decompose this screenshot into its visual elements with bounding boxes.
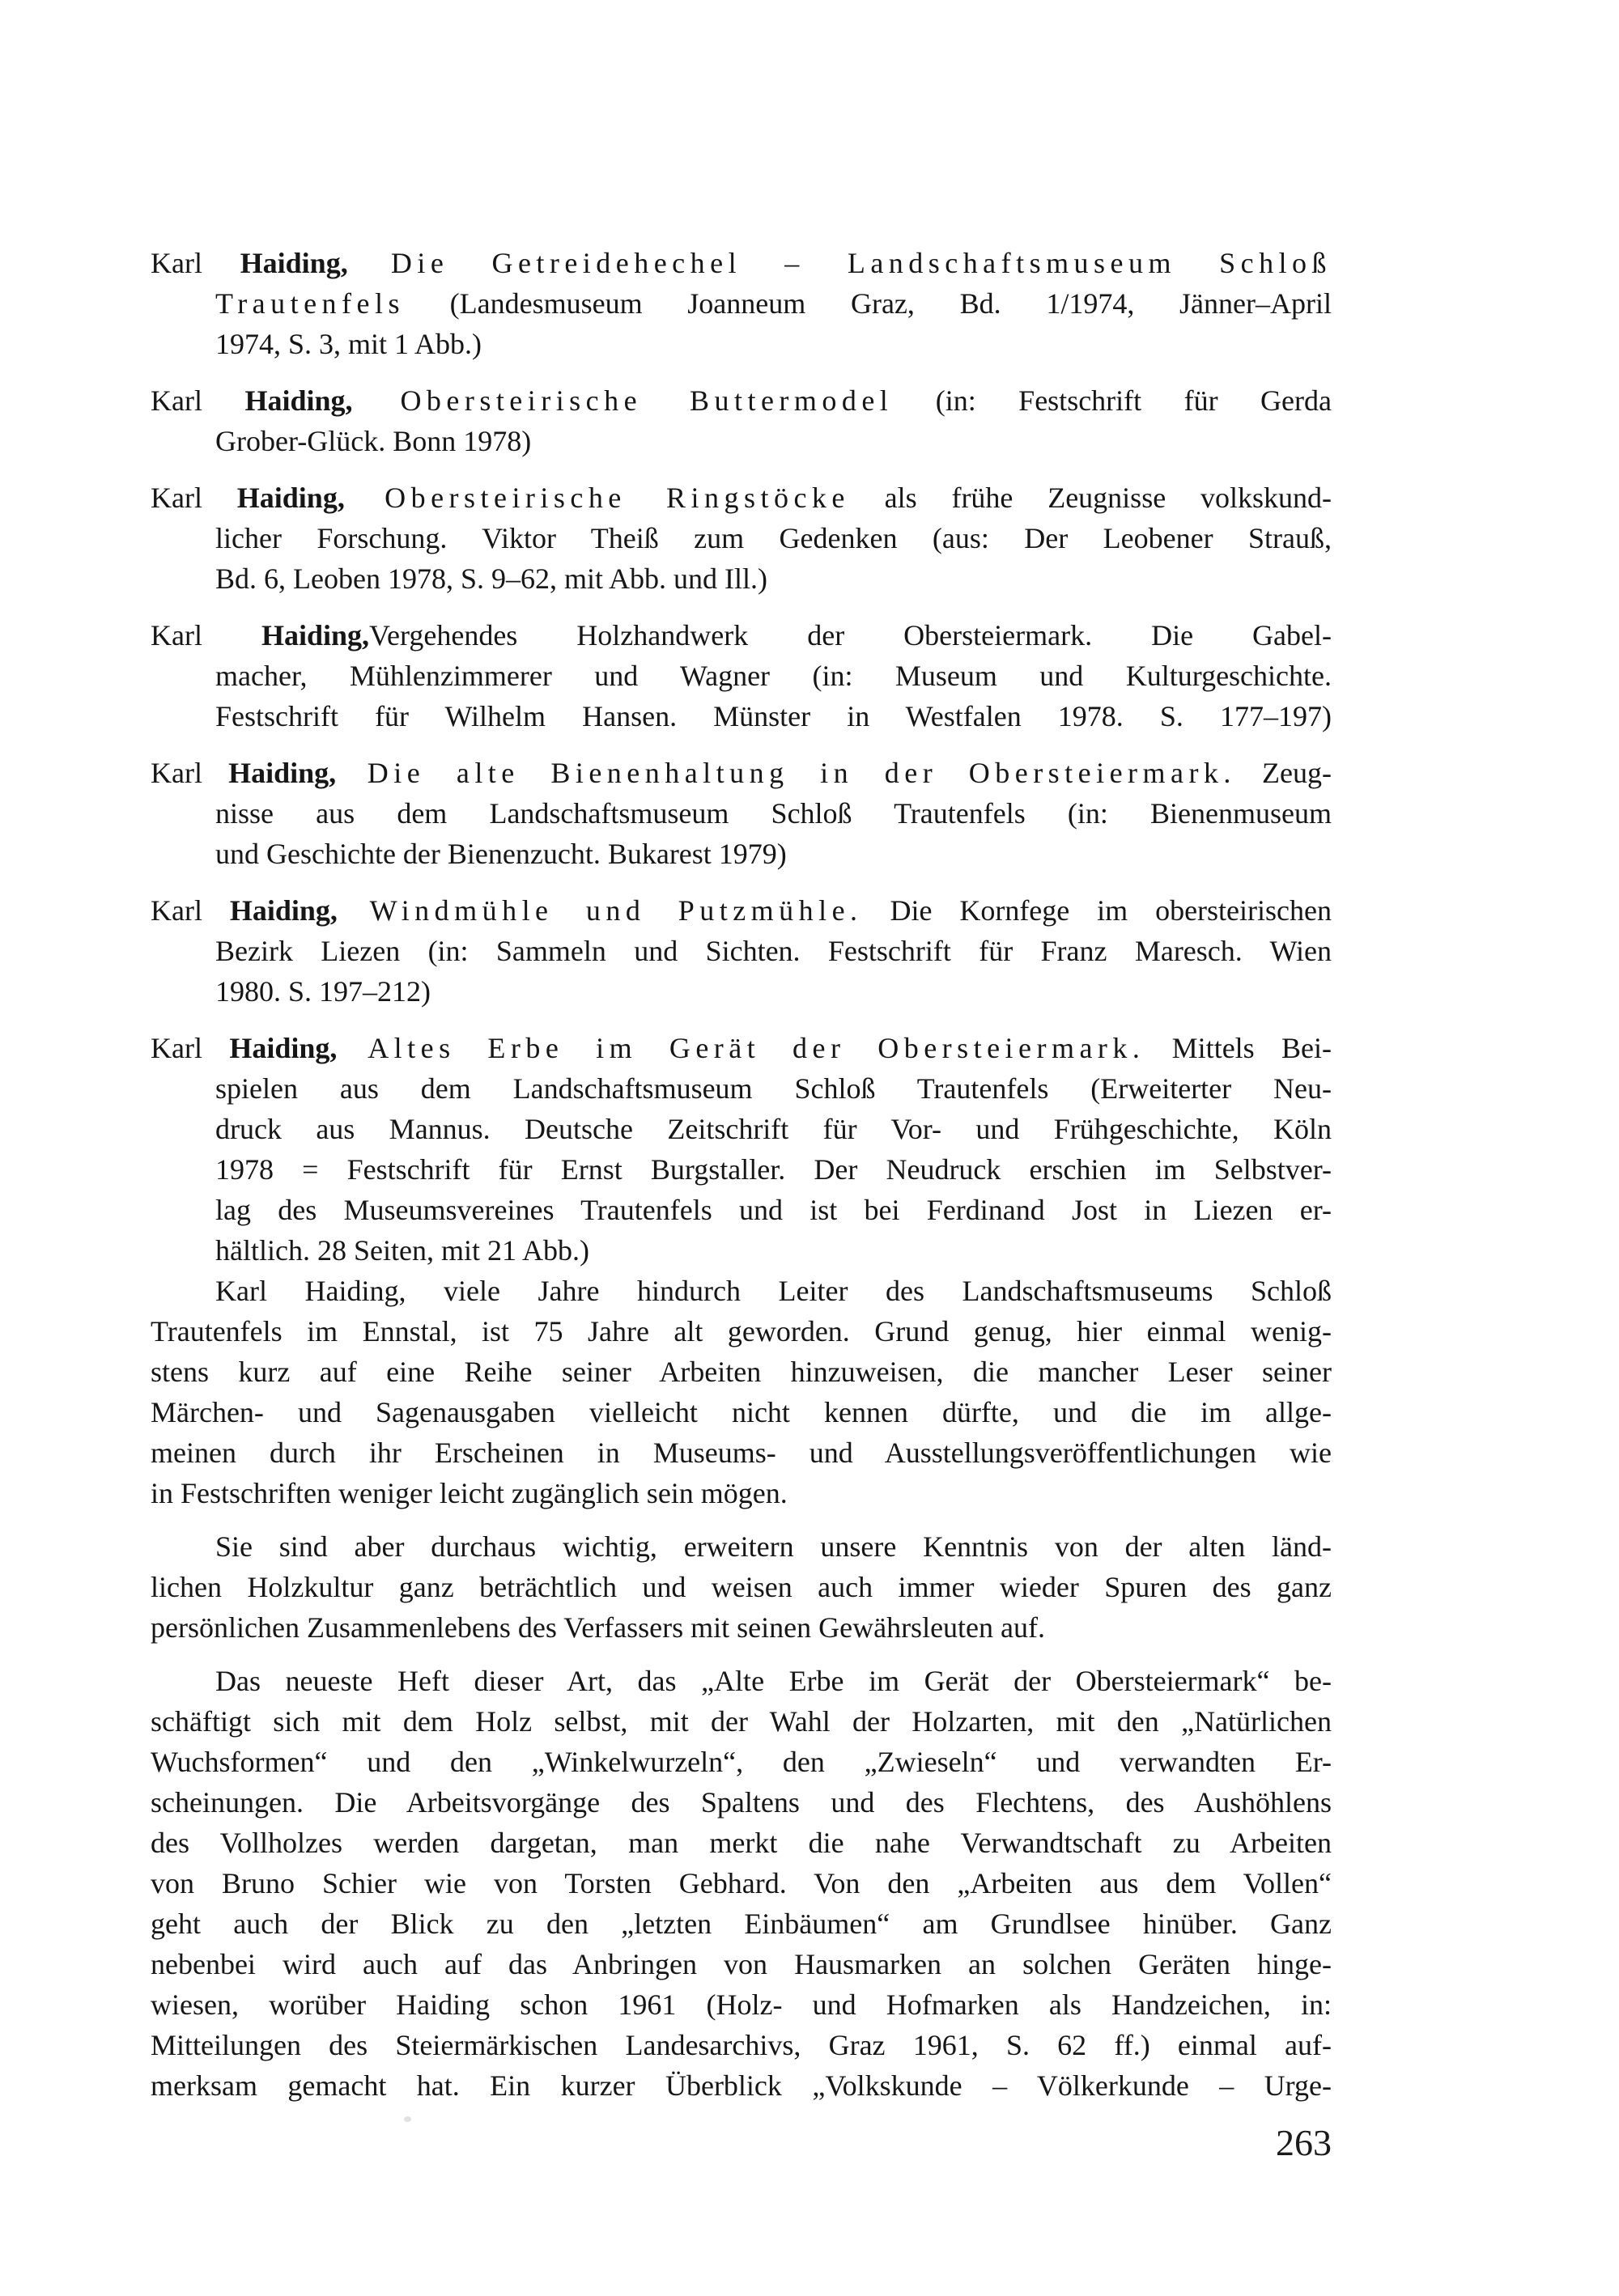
bibliography-entry: [151, 1028, 1332, 1271]
text-line: [151, 1567, 1332, 1607]
text-line: [151, 793, 1332, 834]
text-segment: Karl: [151, 619, 261, 651]
author-name-bold: Haiding,: [229, 894, 338, 927]
author-name-bold: Haiding,: [261, 619, 370, 651]
text-segment: Festschrift für Wilhelm Hansen. Münster in Westfalen 1978. S. 177–197): [215, 700, 1332, 732]
text-segment: (Landesmuseum Joanneum Graz, Bd. 1/1974, Jänner–April: [404, 287, 1332, 320]
text-line: [151, 380, 1332, 421]
text-line: [151, 1068, 1332, 1109]
text-line: [151, 656, 1332, 696]
text-segment: Bezirk Liezen (in: Sammeln und Sichten. Festschrift für Franz Maresch. Wien: [215, 935, 1332, 967]
text-line: [151, 1190, 1332, 1230]
letterspaced-title: Obersteirische Buttermodel: [352, 384, 894, 417]
text-line: [151, 1271, 1332, 1311]
text-line: [151, 834, 1332, 874]
author-name-bold: Haiding,: [229, 1032, 338, 1064]
text-line: [151, 1701, 1332, 1742]
text-segment: 1978 = Festschrift für Ernst Burgstaller. Der Neudruck erschien im Selbstver-: [215, 1153, 1332, 1186]
text-segment: 1974, S. 3, mit 1 Abb.): [215, 328, 482, 360]
letterspaced-title: Windmühle und Putzmühle.: [337, 894, 863, 927]
text-segment: Zeug-: [1235, 757, 1332, 789]
letterspaced-title: Die Getreidehechel – Landschaftsmuseum Schloß: [347, 247, 1332, 279]
text-segment: geht auch der Blick zu den „letzten Einbäumen“ am Grundlsee hinüber. Ganz: [151, 1908, 1332, 1940]
text-line: [151, 558, 1332, 599]
text-line: [151, 2065, 1332, 2106]
text-segment: druck aus Mannus. Deutsche Zeitschrift für Vor- und Frühgeschichte, Köln: [215, 1113, 1332, 1145]
page-number: 263: [1276, 2122, 1332, 2163]
text-line: [151, 1607, 1332, 1648]
text-segment: als frühe Zeugnisse volkskund-: [849, 482, 1332, 514]
bibliography-entry: [151, 243, 1332, 364]
text-segment: merksam gemacht hat. Ein kurzer Überblick „Volkskunde – Völkerkunde – Urge-: [151, 2069, 1332, 2102]
text-segment: in Festschriften weniger leicht zugänglich sein mögen.: [151, 1477, 788, 1509]
bibliography-entry: [151, 477, 1332, 599]
bibliography-entry: [151, 890, 1332, 1012]
text-line: [151, 1230, 1332, 1271]
text-segment: nisse aus dem Landschaftsmuseum Schloß Trautenfels (in: Bienenmuseum: [215, 797, 1332, 830]
text-segment: lichen Holzkultur ganz beträchtlich und weisen auch immer wieder Spuren des ganz: [151, 1571, 1332, 1603]
text-line: [151, 1903, 1332, 1944]
scan-speck-artifact: [404, 2116, 411, 2122]
text-line: [151, 615, 1332, 656]
text-line: [151, 477, 1332, 518]
text-line: [151, 2025, 1332, 2065]
text-line: [151, 1392, 1332, 1432]
text-line: [151, 1823, 1332, 1863]
text-line: [151, 1526, 1332, 1567]
text-line: [151, 1782, 1332, 1823]
text-segment: Karl: [151, 894, 230, 927]
text-segment: Karl: [151, 482, 237, 514]
text-segment: Karl: [151, 247, 240, 279]
text-segment: licher Forschung. Viktor Theiß zum Gedenken (aus: Der Leobener Strauß,: [215, 522, 1332, 554]
author-name-bold: Haiding,: [240, 247, 348, 279]
letterspaced-title: Die alte Bienenhaltung in der Obersteiermark.: [336, 757, 1236, 789]
text-line: [151, 753, 1332, 793]
text-line: [151, 518, 1332, 558]
bibliography-entry: [151, 753, 1332, 874]
text-segment: von Bruno Schier wie von Torsten Gebhard. Von den „Arbeiten aus dem Vollen“: [151, 1867, 1332, 1899]
text-line: [151, 1863, 1332, 1903]
text-line: [151, 1352, 1332, 1392]
letterspaced-title: Trautenfels: [215, 287, 405, 320]
article-body: [151, 243, 1332, 2119]
text-segment: nebenbei wird auch auf das Anbringen von Hausmarken an solchen Geräten hinge-: [151, 1948, 1332, 1980]
text-segment: stens kurz auf eine Reihe seiner Arbeiten hinzuweisen, die mancher Leser seiner: [151, 1356, 1332, 1388]
author-name-bold: Haiding,: [228, 757, 337, 789]
text-line: [151, 1984, 1332, 2025]
text-segment: Karl Haiding, viele Jahre hindurch Leiter des Landschaftsmuseums Schloß: [215, 1275, 1332, 1307]
text-line: [151, 1149, 1332, 1190]
bibliography-entry: [151, 380, 1332, 461]
body-paragraph: [151, 1661, 1332, 2106]
text-line: [151, 421, 1332, 461]
text-segment: persönlichen Zusammenlebens des Verfassers mit seinen Gewährsleuten auf.: [151, 1611, 1045, 1644]
text-segment: wiesen, worüber Haiding schon 1961 (Holz- und Hofmarken als Handzeichen, in:: [151, 1988, 1332, 2021]
text-line: [151, 971, 1332, 1012]
text-line: [151, 243, 1332, 283]
text-segment: spielen aus dem Landschaftsmuseum Schloß Trautenfels (Erweiterter Neu-: [215, 1072, 1332, 1105]
text-segment: (in: Festschrift für Gerda: [893, 384, 1332, 417]
body-paragraph: [151, 1526, 1332, 1648]
text-segment: Bd. 6, Leoben 1978, S. 9–62, mit Abb. und Ill.): [215, 562, 767, 595]
text-segment: Karl: [151, 384, 245, 417]
text-segment: Das neueste Heft dieser Art, das „Alte Erbe im Gerät der Obersteiermark“ be-: [215, 1665, 1332, 1697]
text-segment: 1980. S. 197–212): [215, 975, 431, 1008]
text-segment: Karl: [151, 1032, 230, 1064]
text-line: [151, 283, 1332, 324]
author-name-bold: Haiding,: [244, 384, 353, 417]
text-segment: Märchen- und Sagenausgaben vielleicht nicht kennen dürfte, und die im allge-: [151, 1396, 1332, 1428]
text-segment: Trautenfels im Ennstal, ist 75 Jahre alt geworden. Grund genug, hier einmal wenig-: [151, 1315, 1332, 1347]
letterspaced-title: Obersteirische Ringstöcke: [344, 482, 850, 514]
text-segment: und Geschichte der Bienenzucht. Bukarest 1979): [215, 838, 787, 870]
text-segment: Vergehendes Holzhandwerk der Obersteiermark. Die Gabel-: [369, 619, 1332, 651]
text-segment: schäftigt sich mit dem Holz selbst, mit der Wahl der Holzarten, mit den „Natürlichen: [151, 1705, 1332, 1738]
text-line: [151, 1432, 1332, 1473]
text-segment: Mitteilungen des Steiermärkischen Landesarchivs, Graz 1961, S. 62 ff.) einmal auf-: [151, 2029, 1332, 2061]
text-line: [151, 890, 1332, 931]
text-line: [151, 1661, 1332, 1701]
text-segment: lag des Museumsvereines Trautenfels und ist bei Ferdinand Jost in Liezen er-: [215, 1194, 1332, 1226]
text-segment: Mittels Bei-: [1145, 1032, 1332, 1064]
author-name-bold: Haiding,: [236, 482, 345, 514]
text-segment: Karl: [151, 757, 229, 789]
bibliography-entry: [151, 615, 1332, 736]
text-segment: hältlich. 28 Seiten, mit 21 Abb.): [215, 1234, 589, 1267]
text-line: [151, 1109, 1332, 1149]
text-line: [151, 1473, 1332, 1513]
text-segment: Grober-Glück. Bonn 1978): [215, 425, 532, 457]
text-line: [151, 1944, 1332, 1984]
text-segment: macher, Mühlenzimmerer und Wagner (in: Museum und Kulturgeschichte.: [215, 660, 1332, 692]
text-segment: Die Kornfege im obersteirischen: [862, 894, 1332, 927]
text-segment: des Vollholzes werden dargetan, man merkt die nahe Verwandtschaft zu Arbeiten: [151, 1827, 1332, 1859]
text-segment: Wuchsformen“ und den „Winkelwurzeln“, den „Zwieseln“ und verwandten Er-: [151, 1746, 1332, 1778]
text-segment: Sie sind aber durchaus wichtig, erweitern unsere Kenntnis von der alten länd-: [215, 1530, 1332, 1563]
text-segment: scheinungen. Die Arbeitsvorgänge des Spaltens und des Flechtens, des Aushöhlens: [151, 1786, 1332, 1819]
text-line: [151, 1311, 1332, 1352]
text-line: [151, 1028, 1332, 1068]
text-segment: meinen durch ihr Erscheinen in Museums- und Ausstellungsveröffentlichungen wie: [151, 1437, 1332, 1469]
text-line: [151, 324, 1332, 364]
body-paragraph: [151, 1271, 1332, 1513]
text-line: [151, 931, 1332, 971]
letterspaced-title: Altes Erbe im Gerät der Obersteiermark.: [337, 1032, 1145, 1064]
text-line: [151, 696, 1332, 736]
text-line: [151, 1742, 1332, 1782]
